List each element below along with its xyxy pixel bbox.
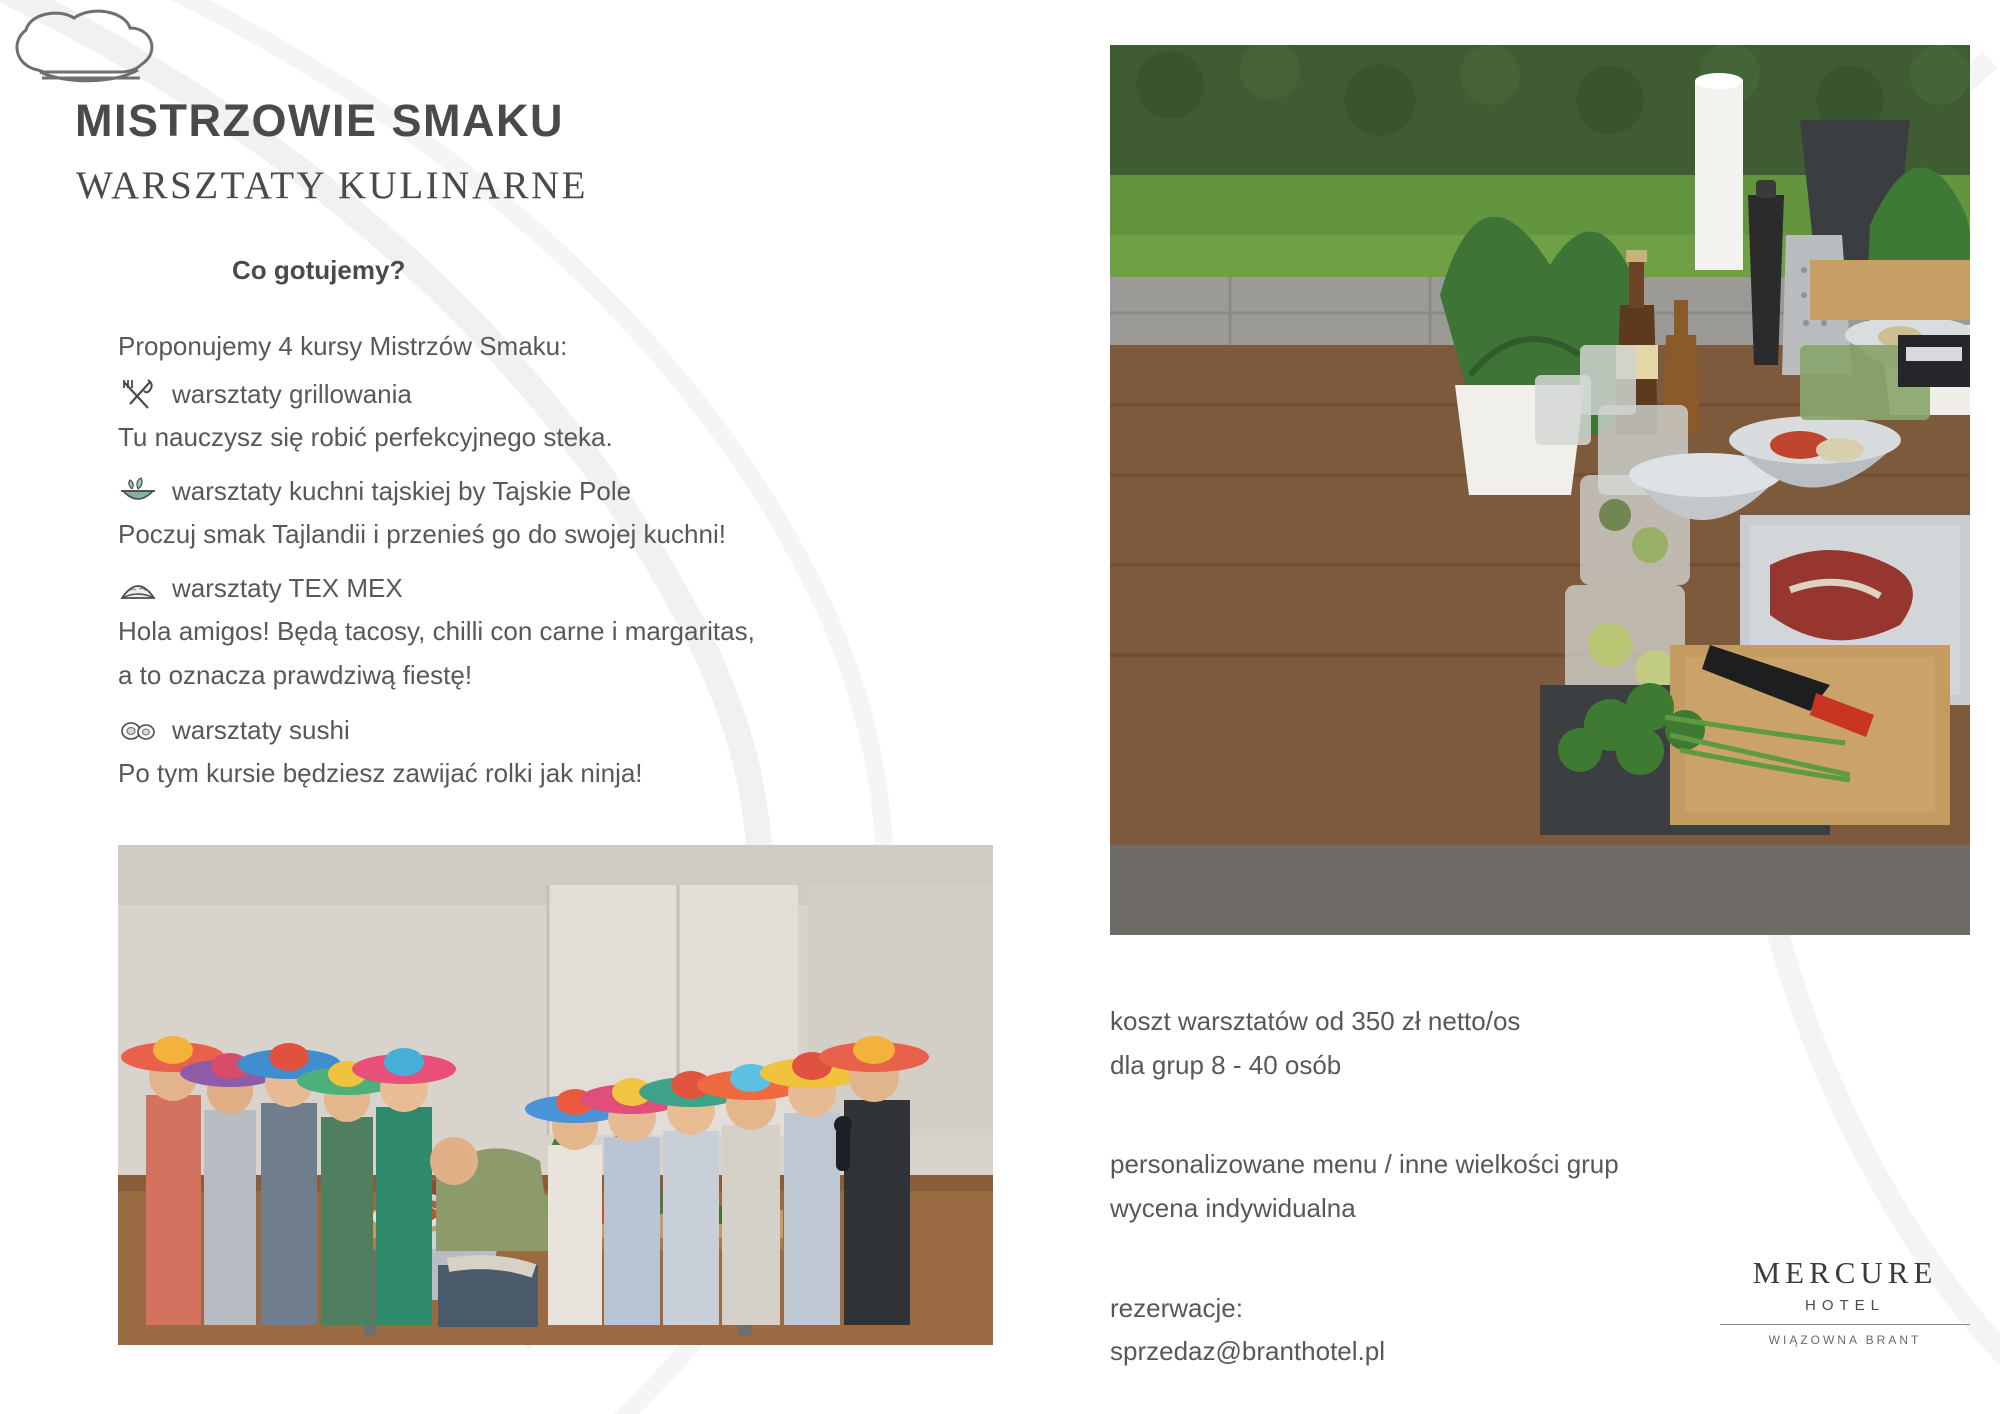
thai-bowl-icon [118, 475, 158, 509]
page-subtitle: WARSZTATY KULINARNE [76, 164, 588, 207]
reservations-label: rezerwacje: [1110, 1292, 1243, 1323]
brand-location: WIĄZOWNA BRANT [1768, 1333, 1922, 1347]
reservations-email[interactable]: sprzedaz@branthotel.pl [1110, 1336, 1385, 1367]
course-description: Poczuj smak Tajlandii i przenieś go do swojej kuchni! [118, 519, 726, 550]
section-question: Co gotujemy? [232, 255, 406, 285]
course-item-texmex [118, 569, 998, 608]
mercure-logo [1720, 1255, 1970, 1347]
course-description-2: a to oznacza prawdziwą fiestę! [118, 660, 473, 691]
brand-name: MERCURE [1752, 1255, 1938, 1290]
brand-type: HOTEL [1804, 1297, 1885, 1314]
grill-utensils-icon [118, 378, 158, 412]
photo-ingredients-prep-table [1110, 45, 1970, 935]
course-description: Po tym kursie będziesz zawijać rolki jak ninja! [118, 757, 643, 788]
course-item-grill [118, 375, 998, 414]
course-item-sushi [118, 711, 998, 750]
course-name: warsztaty grillowania [172, 379, 412, 410]
sushi-icon [118, 713, 158, 747]
course-item-thai [118, 472, 998, 511]
course-description: Tu nauczysz się robić perfekcyjnego steka. [118, 422, 613, 453]
spacer [1110, 1087, 1970, 1143]
course-name: warsztaty sushi [172, 714, 350, 745]
custom-pricing-line: wycena indywidualna [1110, 1193, 1356, 1224]
chef-hat-icon [8, 8, 183, 98]
courses-block [118, 325, 998, 808]
brand-divider [1720, 1324, 1970, 1325]
courses-lead: Proponujemy 4 kursy Mistrzów Smaku: [118, 331, 568, 361]
group-size-line: dla grup 8 - 40 osób [1110, 1049, 1342, 1080]
course-name: warsztaty TEX MEX [172, 573, 403, 604]
right-column [1110, 0, 2000, 1414]
price-line: koszt warsztatów od 350 zł netto/os [1110, 1006, 1521, 1036]
course-name: warsztaty kuchni tajskiej by Tajskie Pole [172, 476, 632, 507]
photo-tex-mex-workshop-group [118, 845, 993, 1345]
taco-icon [118, 572, 158, 606]
page-title: MISTRZOWIE SMAKU [75, 95, 564, 146]
custom-menu-line: personalizowane menu / inne wielkości grup [1110, 1149, 1619, 1180]
course-description: Hola amigos! Będą tacosy, chilli con carne i margaritas, [118, 616, 755, 647]
